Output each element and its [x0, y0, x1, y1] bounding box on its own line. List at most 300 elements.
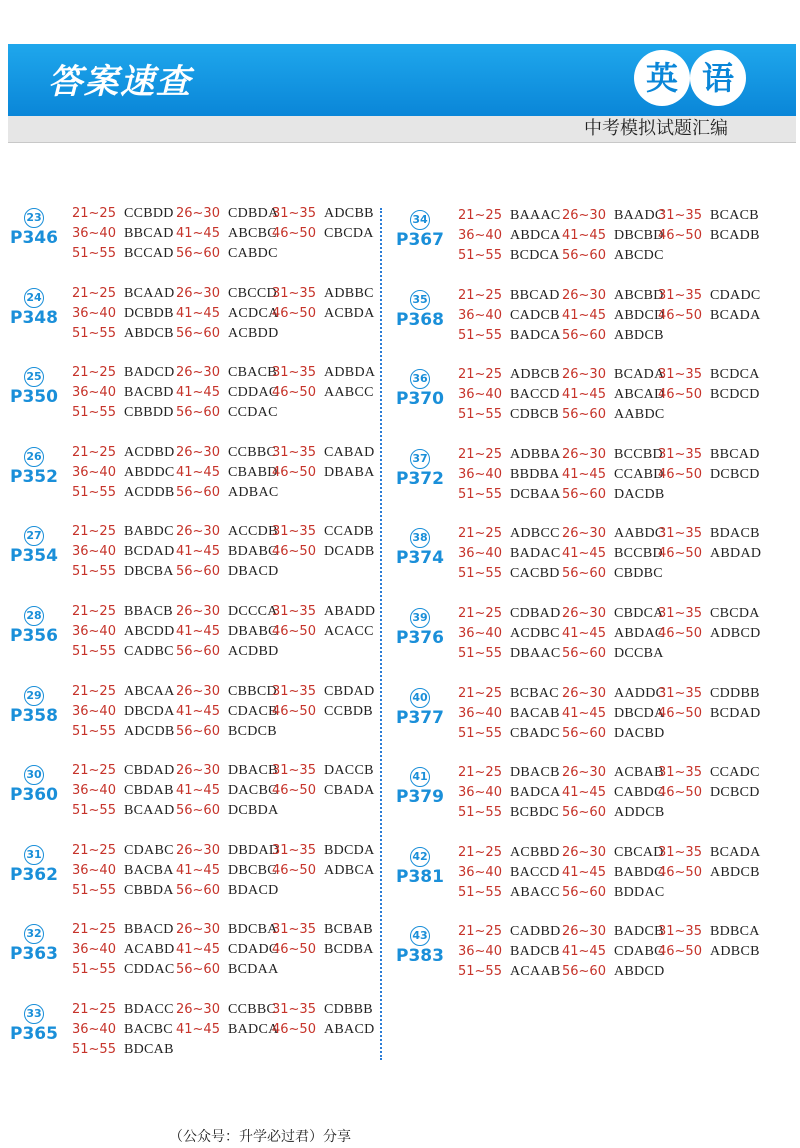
answer-cell [176, 544, 278, 560]
answer-letters: CBADA [323, 783, 375, 799]
answer-cell [72, 1042, 174, 1058]
answer-block [6, 843, 378, 903]
question-range: 26~30 [176, 524, 220, 540]
answer-cell [658, 208, 759, 224]
question-range: 46~50 [272, 226, 316, 241]
answer-cell [176, 783, 278, 799]
question-range: 56~60 [562, 566, 606, 582]
answer-cell [458, 526, 560, 542]
answer-cell [272, 704, 373, 720]
answer-letters: BCADB [709, 228, 760, 243]
question-range: 26~30 [176, 365, 220, 381]
answer-cell [458, 467, 560, 483]
answer-letters: CDBBB [323, 1002, 373, 1017]
question-range: 21~25 [458, 924, 502, 940]
question-range: 46~50 [272, 942, 316, 958]
answer-letters: BDCDA [323, 842, 375, 858]
answer-letters: BADCD [123, 365, 175, 381]
answer-cell [458, 924, 561, 940]
page-number: P346 [10, 228, 58, 248]
answer-letters: BCAAD [123, 803, 175, 819]
answer-letters: DBACD [227, 564, 279, 580]
answer-cell [562, 248, 664, 264]
page-number: P368 [396, 309, 444, 330]
answer-letters: CADBC [123, 644, 174, 659]
answer-cell [72, 1002, 174, 1018]
column-divider [380, 208, 382, 1060]
answer-cell [658, 447, 760, 463]
page-number: P370 [396, 389, 444, 410]
answer-cell [458, 487, 561, 503]
test-number-badge: 42 [410, 847, 430, 867]
question-range: 41~45 [176, 544, 220, 560]
answer-letters: CBDAD [123, 763, 175, 779]
answer-cell [562, 765, 664, 781]
page-number: P356 [10, 626, 58, 646]
question-range: 51~55 [72, 644, 116, 659]
answer-letters: ABDAC [613, 626, 665, 641]
answer-cell [176, 445, 276, 461]
question-range: 31~35 [272, 842, 316, 858]
answer-cell [658, 526, 760, 542]
question-range: 41~45 [176, 703, 220, 719]
test-number-badge: 23 [24, 208, 44, 228]
test-number-badge: 43 [410, 926, 430, 946]
answer-letters: ACDCA [227, 305, 279, 321]
question-range: 21~25 [458, 526, 502, 542]
answer-cell [176, 564, 279, 580]
question-range: 26~30 [562, 765, 606, 781]
answer-letters: ACCDB [227, 524, 278, 540]
answer-letters: ADBCA [323, 862, 375, 878]
answer-letters: CBABD [227, 464, 278, 480]
answer-letters: BABDC [613, 864, 664, 880]
answer-letters: CDDAC [123, 962, 175, 978]
answer-cell [272, 465, 375, 481]
question-range: 36~40 [458, 228, 502, 243]
question-range: 31~35 [658, 606, 702, 621]
answer-cell [562, 606, 664, 622]
answer-letters: CBDBC [613, 566, 663, 582]
question-range: 26~30 [562, 606, 606, 621]
question-range: 36~40 [458, 466, 502, 482]
answer-cell [658, 228, 760, 244]
question-range: 26~30 [562, 685, 606, 701]
answer-cell [72, 306, 174, 322]
answer-letters: DCBCD [709, 466, 760, 482]
answer-letters: CDDAC [227, 385, 279, 401]
test-number-badge: 24 [24, 288, 44, 308]
answer-letters: BADCA [509, 327, 561, 343]
answer-cell [658, 606, 760, 622]
question-range: 51~55 [72, 484, 116, 500]
answer-letters: ABACD [323, 1022, 375, 1037]
answer-letters: ABDCB [709, 864, 760, 880]
answer-letters: DCCCA [227, 604, 278, 619]
answer-letters: CDBCB [509, 407, 559, 423]
question-range: 36~40 [458, 785, 502, 801]
answer-letters: DBCBC [227, 862, 277, 878]
answer-cell [458, 785, 561, 801]
answer-cell [272, 684, 375, 700]
question-range: 36~40 [72, 385, 116, 401]
page-number: P383 [396, 946, 444, 967]
question-range: 56~60 [176, 882, 220, 898]
answer-cell [176, 1022, 279, 1038]
answer-cell [72, 544, 175, 560]
question-range: 51~55 [458, 884, 502, 900]
answer-letters: ABCAD [613, 387, 665, 403]
answer-letters: BDCAB [123, 1042, 174, 1057]
question-range: 51~55 [458, 566, 502, 582]
answer-letters: CBBDD [123, 405, 174, 421]
answer-cell [458, 885, 560, 901]
question-range: 46~50 [272, 703, 316, 719]
answer-letters: ADBAC [227, 484, 279, 500]
answer-letters: CBCDA [709, 606, 760, 621]
answer-cell [176, 246, 278, 262]
answer-letters: BADCB [613, 924, 664, 940]
test-number-badge: 34 [410, 210, 430, 230]
question-range: 46~50 [658, 626, 702, 641]
answer-cell [72, 883, 174, 899]
question-range: 36~40 [458, 307, 502, 323]
question-range: 46~50 [272, 385, 316, 401]
answer-cell [658, 765, 760, 781]
answer-letters: DBDAD [227, 842, 280, 858]
answer-cell [562, 467, 664, 483]
question-range: 31~35 [658, 367, 702, 383]
question-range: 36~40 [72, 226, 116, 241]
question-range: 31~35 [272, 683, 316, 699]
page-number: P374 [396, 548, 444, 569]
answer-cell [272, 1022, 375, 1038]
answer-letters: ADBBC [323, 285, 374, 301]
question-range: 56~60 [562, 725, 606, 741]
answer-cell [72, 724, 175, 740]
page-number: P377 [396, 707, 444, 728]
answer-letters: ABDCD [613, 307, 665, 323]
answer-cell [72, 286, 175, 302]
answer-cell [176, 922, 278, 938]
question-range: 36~40 [72, 544, 116, 560]
answer-letters: DCBDA [227, 803, 279, 819]
answer-letters: BACCD [509, 387, 560, 403]
answer-letters: ADBBA [509, 446, 561, 462]
answer-letters: BDACB [709, 526, 760, 542]
question-range: 46~50 [272, 862, 316, 878]
answer-cell [72, 684, 175, 700]
answer-cell [458, 308, 560, 324]
subject-badge-2: 语 [690, 50, 746, 106]
answer-cell [562, 487, 665, 503]
answer-block [6, 922, 378, 982]
answer-letters: ABDCB [613, 327, 664, 343]
answer-letters: DBABA [323, 464, 375, 480]
answer-letters: BCBAB [323, 922, 373, 938]
answer-cell [72, 1022, 173, 1038]
answer-letters: ACDDB [123, 484, 175, 500]
answer-cell [562, 944, 664, 960]
answer-letters: CBADC [509, 725, 560, 741]
answer-cell [658, 367, 760, 383]
question-range: 41~45 [176, 783, 220, 799]
answer-cell [658, 546, 761, 562]
question-range: 46~50 [658, 466, 702, 482]
answer-cell [458, 288, 560, 304]
answer-cell [72, 385, 174, 401]
answer-letters: BCDCB [227, 723, 277, 739]
answer-letters: BACAB [509, 705, 560, 721]
answer-cell [458, 387, 560, 403]
answer-cell [72, 863, 174, 879]
answer-cell [562, 686, 665, 702]
answer-cell [176, 1002, 276, 1018]
answer-letters: ABCDC [613, 248, 664, 263]
test-number-badge: 37 [410, 449, 430, 469]
answer-letters: ABDAD [709, 546, 762, 562]
answer-cell [72, 942, 175, 958]
question-range: 41~45 [176, 305, 220, 321]
answer-cell [72, 365, 175, 381]
answer-letters: BCADA [709, 844, 761, 860]
question-range: 31~35 [272, 604, 316, 619]
question-range: 41~45 [176, 862, 220, 878]
page-number: P372 [396, 468, 444, 489]
question-range: 41~45 [176, 1022, 220, 1037]
answer-cell [272, 445, 375, 461]
question-range: 41~45 [562, 307, 606, 323]
answer-letters: BCCBD [613, 446, 663, 462]
question-range: 21~25 [72, 206, 116, 221]
answer-letters: BCDAD [123, 544, 175, 560]
answer-letters: CCBBC [227, 1002, 277, 1017]
question-range: 36~40 [72, 464, 116, 480]
answer-cell [458, 328, 561, 344]
question-range: 56~60 [562, 884, 606, 900]
answer-letters: DBACB [227, 763, 278, 779]
page-number: P348 [10, 307, 58, 328]
question-range: 21~25 [72, 1002, 116, 1017]
answer-letters: ADCBB [323, 206, 374, 221]
answer-cell [272, 783, 375, 799]
answer-cell [658, 845, 761, 861]
question-range: 56~60 [176, 246, 220, 261]
question-range: 21~25 [72, 842, 116, 858]
answer-block [392, 606, 764, 666]
answer-letters: BADAC [509, 546, 561, 562]
answer-cell [458, 865, 560, 881]
question-range: 46~50 [658, 944, 702, 960]
question-range: 21~25 [458, 606, 502, 621]
question-range: 46~50 [658, 228, 702, 243]
answer-letters: ACABD [123, 942, 175, 958]
test-number-badge: 29 [24, 686, 44, 706]
question-range: 26~30 [176, 285, 220, 301]
question-range: 41~45 [176, 942, 220, 958]
answer-letters: ACACC [323, 624, 374, 639]
question-range: 21~25 [458, 367, 502, 383]
question-range: 21~25 [458, 287, 502, 303]
answer-cell [72, 226, 174, 242]
answer-block [6, 445, 378, 505]
answer-letters: DCADB [323, 544, 375, 560]
answer-letters: CCBDD [123, 206, 174, 221]
answer-cell [72, 524, 174, 540]
question-range: 56~60 [176, 405, 220, 421]
question-range: 46~50 [272, 464, 316, 480]
question-range: 31~35 [272, 922, 316, 938]
answer-cell [562, 726, 665, 742]
question-range: 26~30 [562, 208, 606, 223]
answer-cell [72, 962, 175, 978]
answer-cell [72, 326, 174, 342]
subtitle-bar [8, 116, 796, 143]
answer-cell [562, 407, 665, 423]
answer-block [6, 684, 378, 744]
question-range: 31~35 [658, 526, 702, 542]
answer-letters: BCBAC [509, 685, 559, 701]
answer-letters: CBCCD [227, 285, 277, 301]
question-range: 56~60 [562, 964, 606, 980]
answer-letters: BCDCD [709, 387, 760, 403]
answer-cell [176, 405, 278, 421]
answer-cell [458, 706, 560, 722]
test-number-badge: 28 [24, 606, 44, 626]
answer-block [392, 686, 764, 746]
answer-cell [458, 944, 560, 960]
question-range: 21~25 [72, 763, 116, 779]
answer-cell [272, 763, 374, 779]
question-range: 41~45 [562, 228, 606, 243]
answer-letters: ACDBD [123, 444, 175, 460]
answer-cell [72, 843, 174, 859]
answer-cell [562, 328, 664, 344]
answer-letters: ADBCB [509, 367, 560, 383]
page-number: P367 [396, 230, 444, 250]
answer-letters: ABDCA [509, 228, 561, 243]
question-range: 56~60 [176, 803, 220, 819]
question-range: 31~35 [272, 1002, 316, 1017]
answer-cell [562, 447, 663, 463]
answer-letters: BBCAD [123, 226, 174, 241]
answer-letters: BCADA [613, 367, 665, 383]
answer-letters: ABACC [509, 884, 560, 900]
answer-cell [176, 306, 279, 322]
answer-letters: DACBC [227, 783, 278, 799]
question-range: 56~60 [176, 644, 220, 659]
question-range: 26~30 [562, 287, 606, 303]
answer-letters: BBACB [123, 604, 173, 619]
question-range: 46~50 [272, 305, 316, 321]
answer-letters: CBACB [227, 365, 277, 381]
answer-cell [658, 626, 761, 642]
test-number-badge: 39 [410, 608, 430, 628]
question-range: 21~25 [458, 844, 502, 860]
question-range: 56~60 [562, 327, 606, 343]
answer-cell [72, 206, 174, 222]
answer-letters: BCACB [709, 208, 759, 223]
question-range: 41~45 [562, 705, 606, 721]
answer-letters: CBBCD [227, 683, 277, 699]
footer-note: （公众号：升学必过君）分享 [169, 1129, 351, 1145]
answer-letters: BDCBA [227, 922, 278, 938]
question-range: 41~45 [562, 785, 606, 801]
question-range: 51~55 [72, 723, 116, 739]
question-range: 36~40 [72, 1022, 116, 1037]
answer-cell [176, 803, 279, 819]
answer-letters: ACAAB [509, 964, 561, 980]
answer-letters: BBCAD [709, 446, 760, 462]
answer-letters: ADDCB [613, 805, 665, 821]
answer-letters: CDBDA [227, 206, 279, 221]
answer-cell [72, 564, 174, 580]
question-range: 21~25 [72, 285, 116, 301]
answer-cell [458, 805, 559, 821]
answer-letters: ABADD [323, 604, 376, 619]
answer-letters: CCBBC [227, 444, 277, 460]
question-range: 51~55 [458, 646, 502, 661]
question-range: 36~40 [458, 626, 502, 641]
answer-cell [176, 465, 278, 481]
answer-letters: BCBDC [509, 805, 559, 821]
question-range: 26~30 [176, 922, 220, 938]
question-range: 36~40 [458, 387, 502, 403]
answer-letters: CABAD [323, 444, 375, 460]
answer-cell [562, 208, 665, 224]
answer-cell [562, 706, 665, 722]
question-range: 21~25 [72, 524, 116, 540]
answer-letters: CCABD [613, 466, 664, 482]
answer-cell [176, 684, 277, 700]
answer-cell [272, 226, 374, 242]
answer-letters: DCBDB [123, 305, 174, 321]
question-range: 31~35 [658, 685, 702, 701]
question-range: 51~55 [72, 246, 116, 261]
page-number: P363 [10, 944, 58, 965]
answer-cell [562, 387, 665, 403]
answer-cell [72, 604, 173, 620]
question-range: 46~50 [658, 705, 702, 721]
answer-letters: BCCBD [613, 546, 663, 562]
answer-letters: CABDC [227, 246, 278, 261]
answer-letters: CCADC [709, 765, 760, 781]
answer-cell [272, 544, 375, 560]
question-range: 26~30 [176, 206, 220, 221]
answer-cell [658, 944, 760, 960]
question-range: 31~35 [658, 287, 702, 303]
answer-cell [176, 365, 277, 381]
answer-cell [176, 604, 278, 620]
answer-letters: CBDAD [323, 683, 375, 699]
question-range: 56~60 [176, 484, 220, 500]
answer-cell [272, 306, 375, 322]
answer-cell [72, 246, 174, 262]
test-number-badge: 40 [410, 688, 430, 708]
answer-letters: ACBDD [227, 325, 279, 341]
page-number: P350 [10, 387, 58, 408]
question-range: 31~35 [658, 446, 702, 462]
answer-cell [658, 785, 760, 801]
question-range: 41~45 [176, 464, 220, 480]
answer-cell [72, 783, 174, 799]
answer-cell [562, 805, 665, 821]
test-number-badge: 30 [24, 765, 44, 785]
answer-block [6, 286, 378, 346]
question-range: 51~55 [72, 962, 116, 978]
question-range: 51~55 [72, 325, 116, 341]
test-number-badge: 27 [24, 526, 44, 546]
